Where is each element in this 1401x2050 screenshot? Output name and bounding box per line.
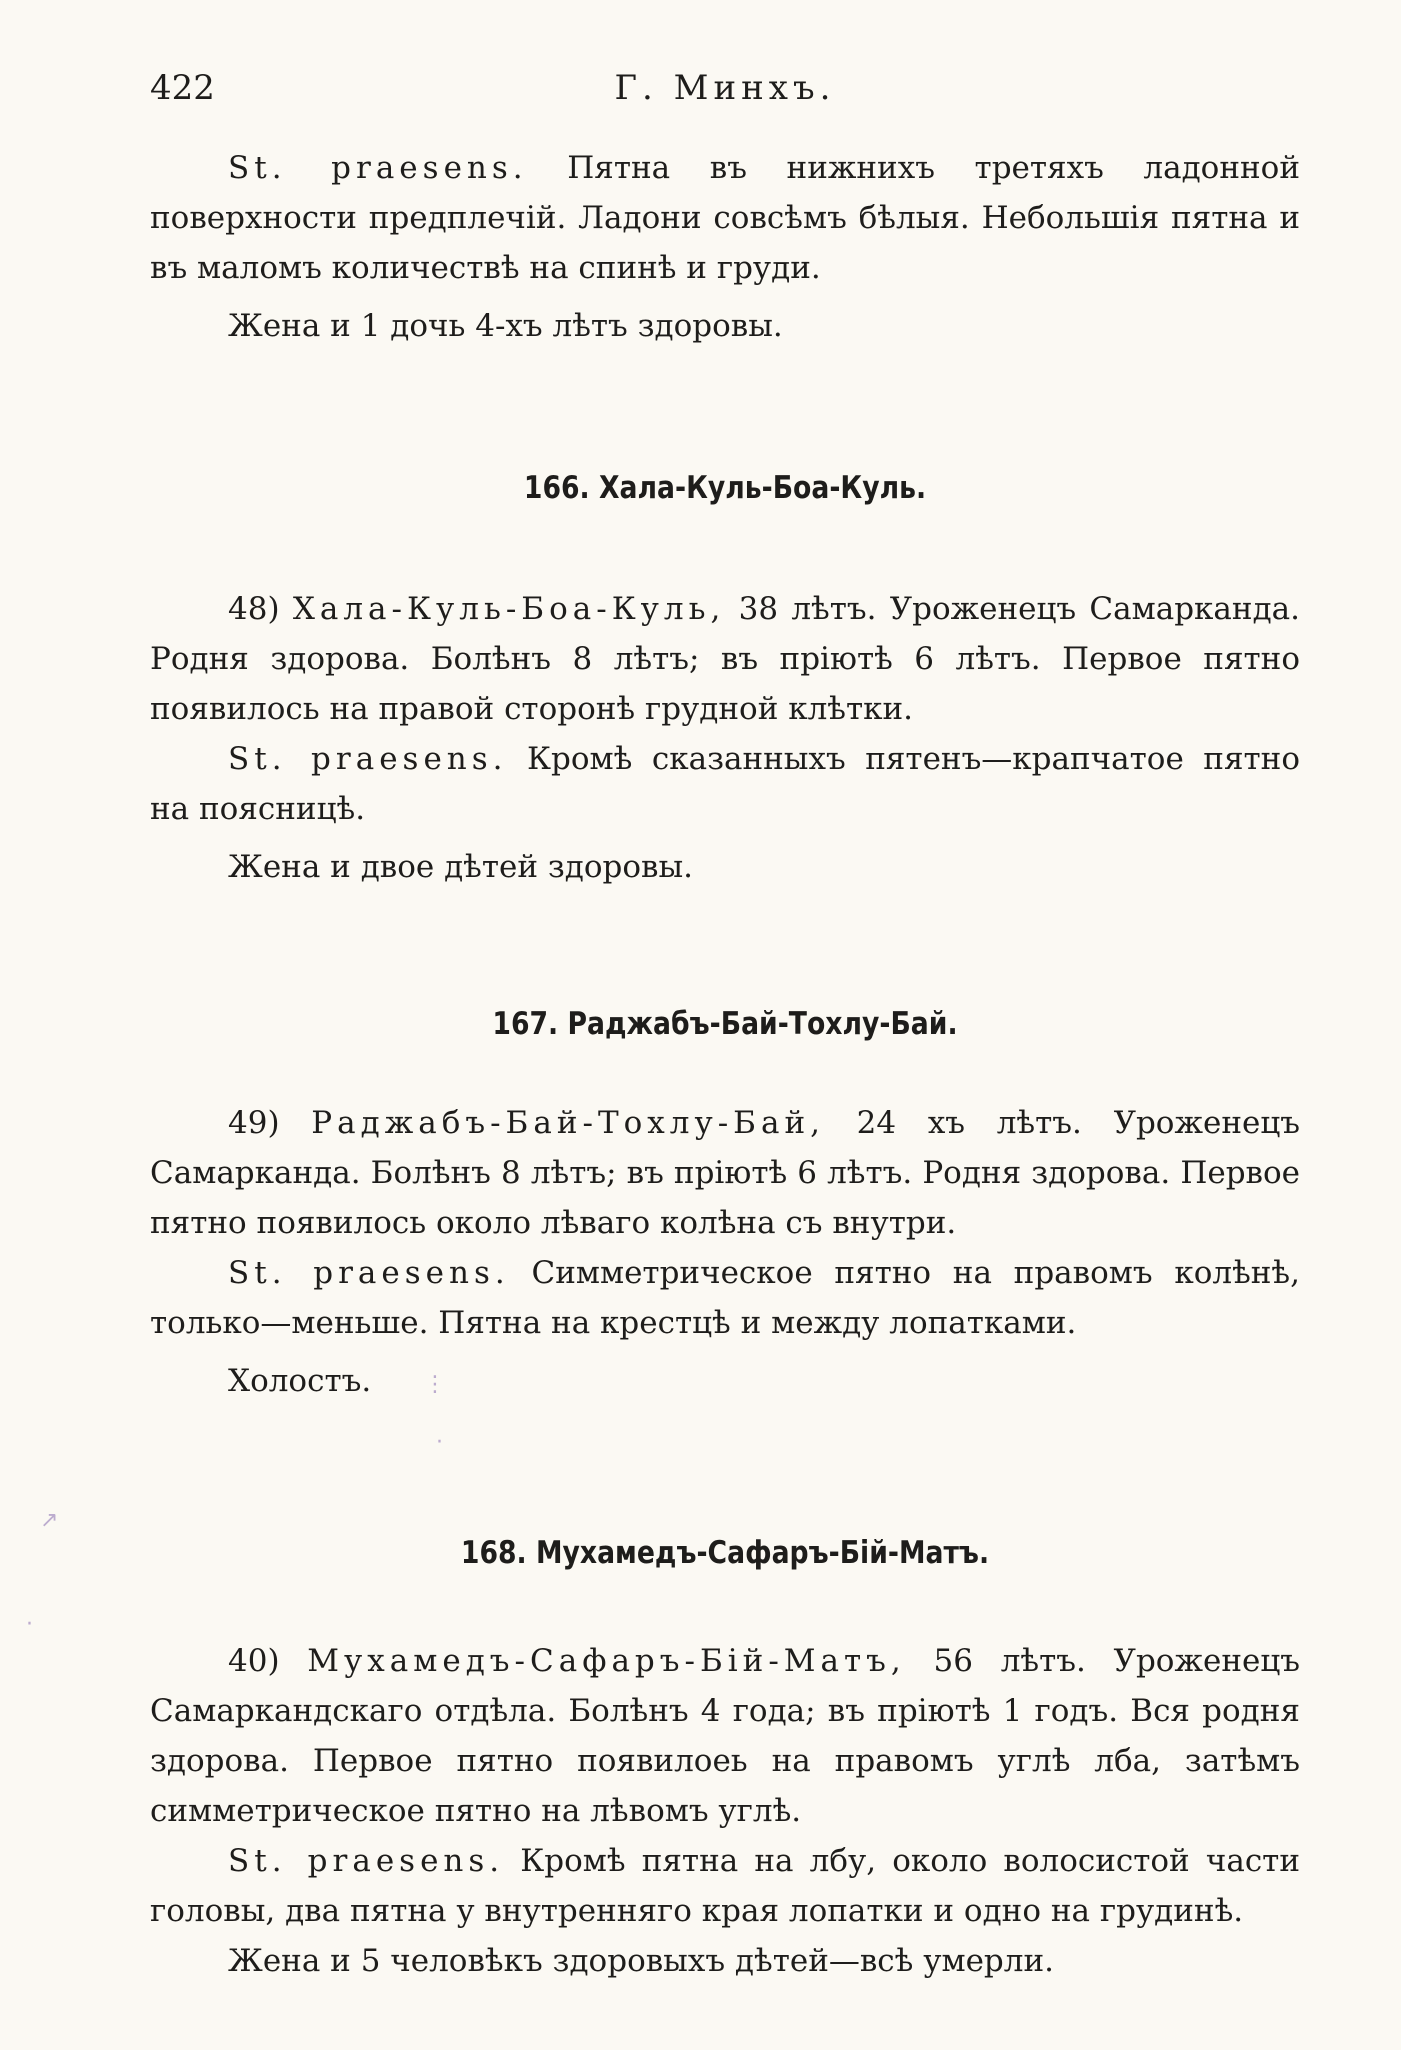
running-title: Г. Минхъ. — [614, 68, 836, 108]
running-head — [150, 68, 1300, 112]
status-lead: St. praesens. — [228, 741, 508, 777]
case-number: 48) — [228, 591, 280, 627]
status-text: Кромѣ сказанныхъ пятенъ—крапчатое пятно на поясницѣ. — [150, 741, 1300, 827]
ink-speck: · — [26, 1612, 33, 1637]
history-text: 24 хъ лѣтъ. Уроженецъ Самарканда. Болѣнъ 8 лѣтъ; въ пріютѣ 6 лѣтъ. Родня здорова. Первое пятно появилось около лѣваго колѣна съ внутри. — [150, 1105, 1301, 1241]
status-text: Симметрическое пятно на правомъ колѣнѣ, только—меньше. Пятна на крестцѣ и между лопатками. — [150, 1255, 1300, 1341]
case-entry-166 — [150, 584, 1300, 892]
section-heading-167: 167. Раджабъ-Бай-Тохлу-Бай. — [492, 1006, 958, 1042]
patient-name: Хала-Куль-Боа-Куль, — [292, 591, 726, 627]
case-number: 40) — [228, 1643, 280, 1679]
section-heading-168: 168. Мухамедъ-Сафаръ-Бій-Матъ. — [460, 1535, 990, 1571]
history-text: 38 лѣтъ. Уроженецъ Самарканда. Родня здорова. Болѣнъ 8 лѣтъ; въ пріютѣ 6 лѣтъ. Первое пятно появилось на правой сторонѣ грудной клѣтки. — [150, 591, 1300, 727]
status-paragraph — [150, 143, 1300, 293]
case-entry-168 — [150, 1636, 1300, 1986]
status-lead: St. praesens. — [228, 1843, 505, 1879]
ink-speck: ⋮ — [424, 1372, 446, 1397]
continued-entry — [150, 143, 1300, 351]
status-paragraph — [150, 1836, 1300, 1936]
family-paragraph: Жена и 5 человѣкъ здоровыхъ дѣтей—всѣ умерли. — [228, 1943, 1054, 1979]
history-paragraph — [150, 1098, 1300, 1248]
family-paragraph: Холостъ. — [228, 1363, 372, 1399]
history-text: 56 лѣтъ. Уроженецъ Самаркандскаго отдѣла. Болѣнъ 4 года; въ пріютѣ 1 годъ. Вся родня здорова. Первое пятно появилоеь на правомъ углѣ лба, затѣмъ симметрическое пятно на лѣвомъ углѣ. — [150, 1643, 1300, 1829]
ink-speck: · — [436, 1430, 443, 1455]
section-heading-166: 166. Хала-Куль-Боа-Куль. — [523, 470, 927, 506]
family-paragraph: Жена и 1 дочь 4-хъ лѣтъ здоровы. — [228, 308, 783, 344]
patient-name: Мухамедъ-Сафаръ-Бій-Матъ, — [307, 1643, 906, 1679]
ink-speck: ↗ — [40, 1508, 59, 1533]
status-paragraph — [150, 734, 1300, 834]
patient-name: Раджабъ-Бай-Тохлу-Бай, — [311, 1105, 825, 1141]
status-lead: St. praesens. — [228, 150, 528, 186]
case-number: 49) — [228, 1105, 280, 1141]
status-paragraph — [150, 1248, 1300, 1348]
status-text: Кромѣ пятна на лбу, около волосистой части головы, два пятна у внутренняго края лопатки и одно на грудинѣ. — [150, 1843, 1300, 1929]
page-number: 422 — [150, 68, 215, 108]
history-paragraph — [150, 1636, 1300, 1836]
case-entry-167 — [150, 1098, 1300, 1406]
status-lead: St. praesens. — [228, 1255, 510, 1291]
history-paragraph — [150, 584, 1300, 734]
status-text: Пятна въ нижнихъ третяхъ ладонной поверхности предплечій. Ладони совсѣмъ бѣлыя. Небольшія пятна и въ маломъ количествѣ на спинѣ и груди. — [150, 150, 1300, 286]
family-paragraph: Жена и двое дѣтей здоровы. — [228, 849, 694, 885]
